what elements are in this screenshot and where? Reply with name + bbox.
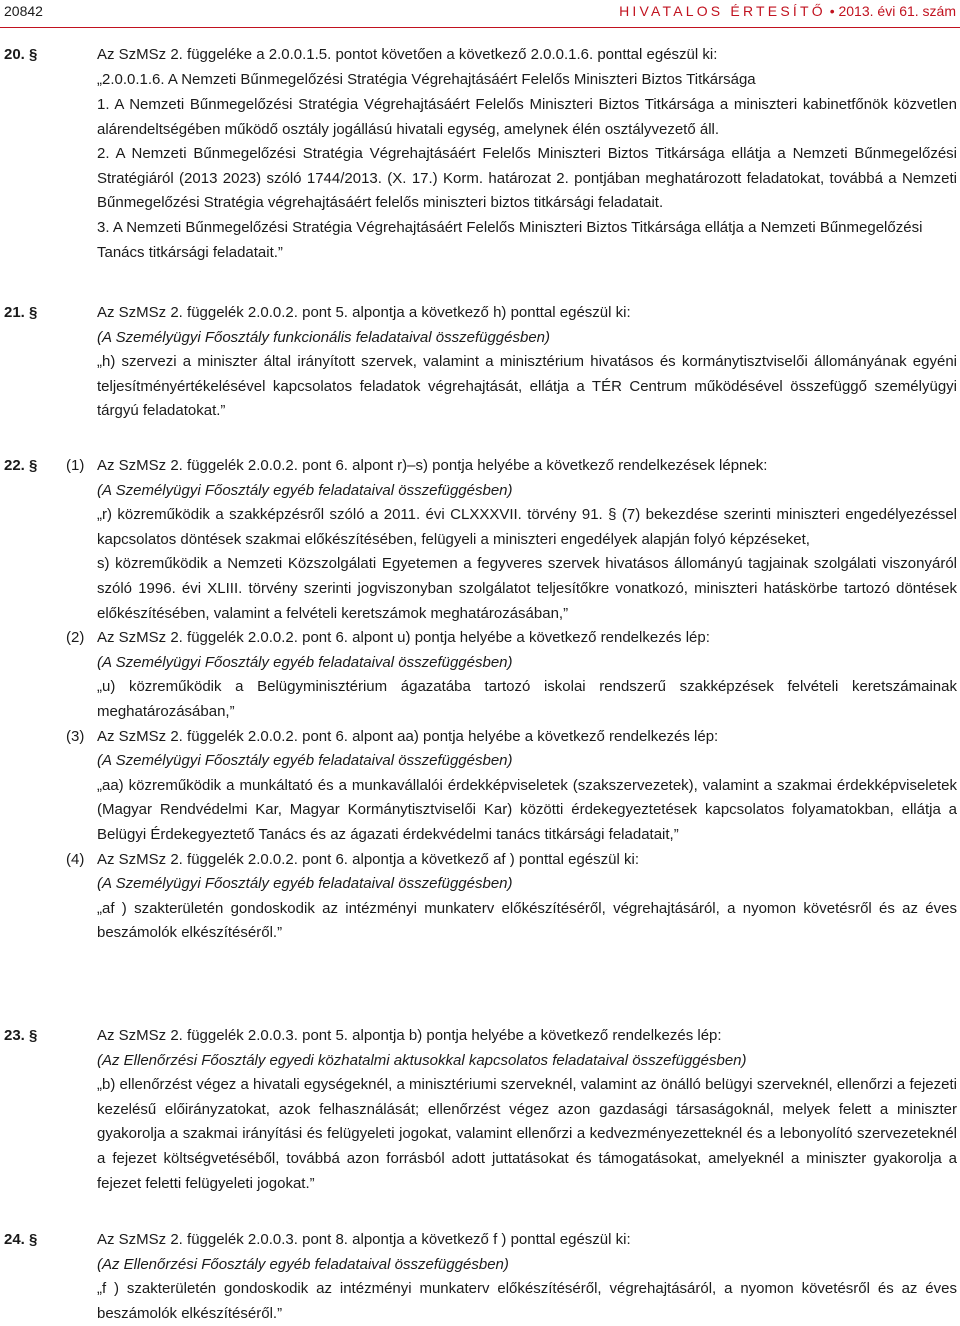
page-header <box>0 0 960 22</box>
inserted-heading: „2.0.0.1.6. A Nemzeti Bűnmegelőzési Stratégia Végrehajtásáért Felelős Miniszteri Biztos Titkársága <box>97 70 756 88</box>
paragraph: 2. A Nemzeti Bűnmegelőzési Stratégia Végrehajtásáért Felelős Miniszteri Biztos Titkársága ellátja a Nemzeti Bűnmegelőzési Stratégiáról (2013 2023) szóló 1744/2013. (X. 17.) Korm. határozat 2. pontjában meghatározott feladatokat, továbbá a Nemzeti Bűnmegelőzési Stratégia végrehajtásáért felelős miniszteri biztos titkársági feladatait. <box>97 145 957 212</box>
amendment-text: s) közreműködik a Nemzeti Közszolgálati Egyetemen a fegyveres szervek hivatásos állományú tagjainak szolgálati viszonyáról szóló 1996. évi XLIII. törvény szerinti jogviszonyban szolgálatot teljesítőkre vonatkozó, miniszteri hatáskörbe tartozó döntések előkészítésében, valamint a felvételi keretszámok meghatározásában,” <box>97 555 957 622</box>
subsection-number: (4) <box>66 850 85 868</box>
paragraph: 1. A Nemzeti Bűnmegelőzési Stratégia Végrehajtásáért Felelős Miniszteri Biztos Titkársága a miniszteri kabinetfőnök közvetlen alárendeltségében működő osztály jogállású hivatali egység, amelynek élén osztályvezető áll. <box>97 96 957 138</box>
section-context: (Az Ellenőrzési Főosztály egyedi közhatalmi aktusokkal kapcsolatos feladataival összefüggésben) <box>97 1051 747 1069</box>
section-number: 22. § <box>4 457 38 474</box>
journal-info <box>619 0 956 22</box>
subsection <box>66 626 957 724</box>
subsection-number: (2) <box>66 629 85 647</box>
section-lead: Az SzMSz 2. függeléke a 2.0.0.1.5. pontot követően a következő 2.0.0.1.6. ponttal egészül ki: <box>97 46 718 63</box>
section-lead: Az SzMSz 2. függelék 2.0.0.3. pont 5. alpontja b) pontja helyébe a következő rendelkezés lép: <box>97 1027 722 1044</box>
section-lead: Az SzMSz 2. függelék 2.0.0.2. pont 5. alpontja a következő h) ponttal egészül ki: <box>97 304 631 321</box>
subsection-lead: Az SzMSz 2. függelék 2.0.0.2. pont 6. alpont u) pontja helyébe a következő rendelkezés lép: <box>97 629 710 647</box>
section-context: (A Személyügyi Főosztály funkcionális feladataival összefüggésben) <box>97 328 551 346</box>
section-number: 21. § <box>4 304 38 321</box>
section-body <box>97 301 957 424</box>
subsection-lead: Az SzMSz 2. függelék 2.0.0.2. pont 6. alpont r)–s) pontja helyébe a következő rendelkezések lépnek: <box>97 457 768 474</box>
subsection-context: (A Személyügyi Főosztály egyéb feladataival összefüggésben) <box>97 653 513 671</box>
amendment-text: „b) ellenőrzést végez a hivatali egységeknél, a minisztériumi szerveknél, valamint az önálló belügyi szerveknél, ellenőrzi a fejezeti kezelésű előirányzatokat, azok felhasználását; ellenőrzést végez azon gazdasági társaságoknál, melyek felett a miniszter gyakorolja a szakmai irányítási és felügyeleti jogokat, valamint ellenőrzi a kedvezményezetteknél és a lebonyolító szervezeteknél a fejezet költségvetéséből, továbbá azon forrásból adott juttatásokat és támogatásokat, amelyeknél a miniszter gyakorolja a fejezet feletti felügyeleti jogokat.” <box>97 1076 957 1192</box>
section-context: (Az Ellenőrzési Főosztály egyéb feladataival összefüggésben) <box>97 1255 509 1273</box>
amendment-text: „h) szervezi a miniszter által irányított szervek, valamint a minisztérium hivatásos és kormánytisztviselői állományának egyéni teljesítményértékelésével kapcsolatos feladatok végrehajtását, ellátja a TÉR Centrum működésével összefüggő személyügyi tárgyú feladatokat.” <box>97 353 957 420</box>
section-number: 23. § <box>4 1027 38 1044</box>
subsection-number: (3) <box>66 727 85 745</box>
amendment-text: „f ) szakterületén gondoskodik az intézményi munkaterv előkészítéséről, végrehajtásáról, a nyomon követésről és az éves beszámolók elkészítéséről.” <box>97 1280 957 1322</box>
paragraph: 3. A Nemzeti Bűnmegelőzési Stratégia Végrehajtásáért Felelős Miniszteri Biztos Titkársága ellátja a Nemzeti Bűnmegelőzési Tanács titkársági feladatait.” <box>97 218 923 261</box>
subsection <box>66 848 957 946</box>
subsection-number: (1) <box>66 457 85 474</box>
section-body <box>66 454 957 946</box>
section-body <box>97 43 957 92</box>
header-rule <box>0 27 960 28</box>
subsection-lead: Az SzMSz 2. függelék 2.0.0.2. pont 6. alpontja a következő af ) ponttal egészül ki: <box>97 850 639 868</box>
amendment-text: „u) közreműködik a Belügyminisztérium ágazatába tartozó iskolai rendszerű szakképzések felvételi keretszámainak meghatározásában,” <box>97 678 957 720</box>
page-number: 20842 <box>4 3 43 19</box>
section-paragraphs <box>97 93 957 265</box>
subsection-context: (A Személyügyi Főosztály egyéb feladataival összefüggésben) <box>97 875 513 893</box>
subsection-lead: Az SzMSz 2. függelék 2.0.0.2. pont 6. alpont aa) pontja helyébe a következő rendelkezés lép: <box>97 727 719 745</box>
amendment-text: „aa) közreműködik a munkáltató és a munkavállalói érdekképviseletek (szakszervezetek), valamint a szakmai érdekképviseletek (Magyar Rendvédelmi Kar, Magyar Kormánytisztviselői Kar) közötti érdekegyeztetések kapcsolatos folyamatokban, ellátja a Belügyi Érdekegyeztető Tanács és az ágazati érdekvédelmi tanács titkársági feladatait,” <box>97 776 957 843</box>
section-number: 20. § <box>4 46 38 63</box>
section-body <box>97 1024 957 1196</box>
issue-number: 2013. évi 61. szám <box>838 3 956 19</box>
subsection-context: (A Személyügyi Főosztály egyéb feladataival összefüggésben) <box>97 481 513 499</box>
journal-title: HIVATALOS ÉRTESÍTŐ <box>619 3 826 19</box>
separator-bullet: • <box>829 3 835 19</box>
subsection <box>66 725 957 848</box>
amendment-text: „af ) szakterületén gondoskodik az intézményi munkaterv előkészítéséről, végrehajtásáról, a nyomon követésről és az éves beszámolók elkészítéséről.” <box>97 899 957 942</box>
subsection <box>66 454 957 626</box>
section-body <box>97 1228 957 1326</box>
section-number: 24. § <box>4 1231 38 1248</box>
amendment-text: „r) közreműködik a szakképzésről szóló a 2011. évi CLXXXVII. törvény 91. § (7) bekezdése szerinti miniszteri engedélyezéssel kapcsolatos döntések szakmai előkészítésében, felügyeli a miniszteri engedélyek alapján folyó képzéseket, <box>97 506 957 548</box>
section-lead: Az SzMSz 2. függelék 2.0.0.3. pont 8. alpontja a következő f ) ponttal egészül ki: <box>97 1231 631 1248</box>
subsection-context: (A Személyügyi Főosztály egyéb feladataival összefüggésben) <box>97 752 513 770</box>
